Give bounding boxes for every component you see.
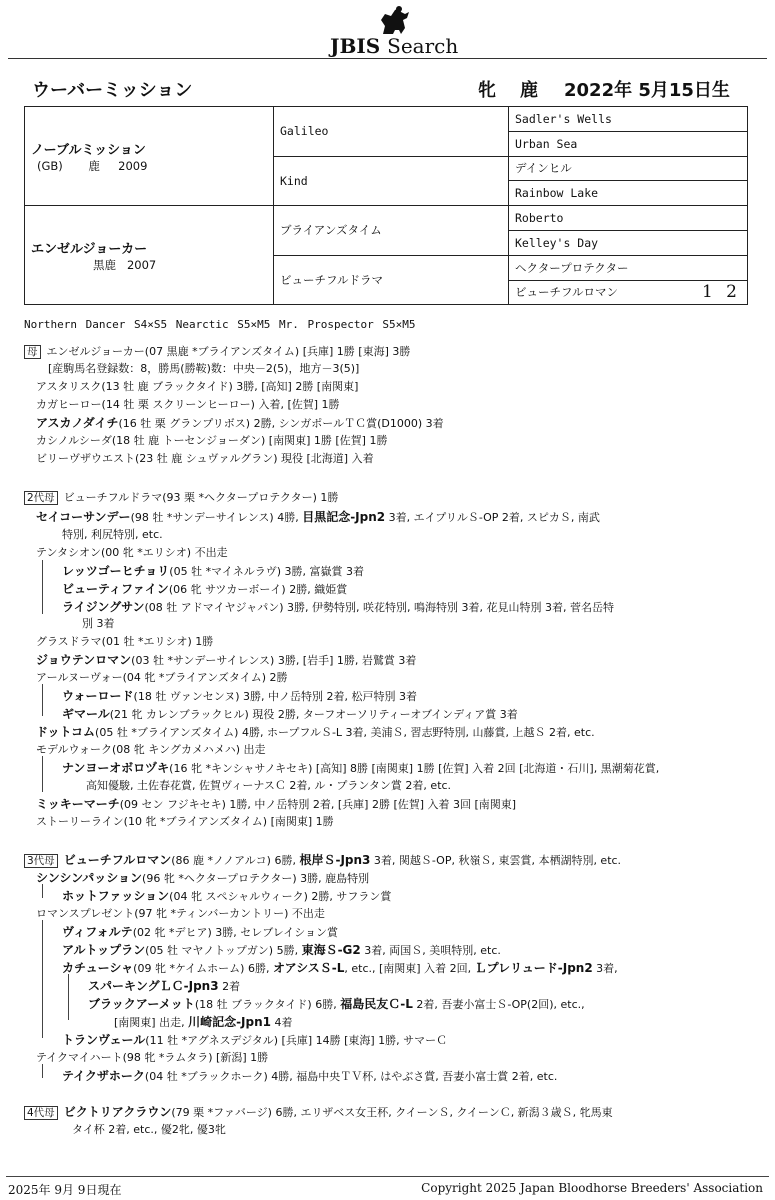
tree-line bbox=[42, 1064, 43, 1078]
progeny-line: ブラックアーメット(18 牡 ブラックタイド) 6勝, 福島民友Ｃ-L 2着, 吾妻小富士Ｓ-OP(2回), etc., bbox=[88, 997, 585, 1011]
section-tag-fourth-dam: 4代母 bbox=[24, 1106, 58, 1120]
progeny-line: シンシンパッション(96 牝 *ヘクタープロテクター) 3勝, 鹿島特別 bbox=[36, 871, 370, 885]
horse-sex: 牝 bbox=[478, 80, 496, 101]
header-rule bbox=[8, 58, 767, 59]
second-dam-line: 2代母 ビューチフルドラマ(93 栗 *ヘクタープロテクター) 1勝 bbox=[24, 490, 338, 506]
progeny-line: ミッキーマーチ(09 セン フジキセキ) 1勝, 中ノ岳特別 2着, [兵庫] 2勝 [佐賀] 入着 3回 [南関東] bbox=[36, 797, 517, 811]
ped-gen2-2[interactable]: Kind bbox=[274, 156, 509, 206]
progeny-line: ビューティファイン(06 牝 サツカーボーイ) 2勝, 織姫賞 bbox=[62, 582, 348, 596]
horse-name: ウーバーミッション bbox=[32, 80, 193, 101]
progeny-line: ナンヨーオボロヅキ(16 牝 *キンシャサノキセキ) [高知] 8勝 [南関東] 1勝 [佐賀] 入着 2回 [北海道・石川], 黒潮菊花賞, bbox=[62, 761, 660, 775]
progeny-line: ギマール(21 牝 カレンブラックヒル) 現役 2勝, ターフオーソリティーオブインディア賞 3着 bbox=[62, 707, 518, 721]
progeny-line: カチューシャ(09 牝 *ケイムホーム) 6勝, オアシスＳ-L, etc., [南関東] 入着 2回, Ｌプレリュード-Jpn2 3着, bbox=[62, 961, 618, 975]
inbreeding-line: Northern Dancer S4×S5 Nearctic S5×M5 Mr. Prospector S5×M5 bbox=[24, 318, 416, 331]
sire-cell bbox=[25, 107, 274, 206]
progeny-line: アスタリスク(13 牡 鹿 ブラックタイド) 3勝, [高知] 2勝 [南関東] bbox=[36, 380, 359, 393]
ped-gen3-5[interactable]: Roberto bbox=[509, 206, 748, 231]
dam-name[interactable]: エンゼルジョーカー bbox=[31, 241, 148, 257]
progeny-line: カガヒーロー(14 牡 栗 スクリーンヒーロー) 入着, [佐賀] 1勝 bbox=[36, 398, 340, 411]
dam-line: 母 エンゼルジョーカー(07 黒鹿 *ブライアンズタイム) [兵庫] 1勝 [東海] 3勝 bbox=[24, 344, 410, 360]
ped-gen3-1[interactable]: Sadler's Wells bbox=[509, 107, 748, 132]
progeny-line: ヴィフォルテ(02 牝 *デヒア) 3勝, セレブレイション賞 bbox=[62, 925, 339, 939]
ped-gen3-4[interactable]: Rainbow Lake bbox=[509, 181, 748, 206]
tree-line bbox=[42, 684, 43, 716]
family-number: 1 2 bbox=[701, 281, 741, 302]
progeny-line-cont: 別 3着 bbox=[82, 617, 115, 630]
logo-text: JBIS Search bbox=[330, 34, 459, 58]
tree-line bbox=[42, 884, 43, 898]
ped-gen3-8[interactable]: ビューチフルロマン 1 2 bbox=[509, 280, 748, 305]
progeny-line: テンタシオン(00 牝 *エリシオ) 不出走 bbox=[36, 546, 228, 559]
progeny-line: カシノルシーダ(18 牡 鹿 トーセンジョーダン) [南関東] 1勝 [佐賀] 1勝 bbox=[36, 434, 388, 447]
progeny-line: アルトップラン(05 牡 マヤノトップガン) 5勝, 東海Ｓ-G2 3着, 両国Ｓ, 美唄特別, etc. bbox=[62, 943, 501, 957]
ped-gen2-1[interactable]: Galileo bbox=[274, 107, 509, 157]
ped-gen3-3[interactable]: デインヒル bbox=[509, 156, 748, 181]
progeny-line: ジョウテンロマン(03 牡 *サンデーサイレンス) 3勝, [岩手] 1勝, 岩鷲賞 3着 bbox=[36, 653, 417, 667]
ped-gen3-2[interactable]: Urban Sea bbox=[509, 131, 748, 156]
fourth-dam-line-cont: タイ杯 2着, etc., 優2牝, 優3牝 bbox=[72, 1123, 226, 1136]
progeny-line: ストーリーライン(10 牝 *ブライアンズタイム) [南関東] 1勝 bbox=[36, 815, 334, 828]
tree-line bbox=[42, 756, 43, 792]
progeny-line: ウォーロード(18 牡 ヴァンセンヌ) 3勝, 中ノ岳特別 2着, 松戸特別 3着 bbox=[62, 689, 418, 703]
dam-progeny-summary: [産駒馬名登録数：8，勝馬(勝鞍)数：中央－2(5)，地方－3(5)] bbox=[48, 362, 360, 375]
fourth-dam-line: 4代母 ビクトリアクラウン(79 栗 *ファバージ) 6勝, エリザベス女王杯, クイーンＳ, クイーンＣ, 新潟３歳Ｓ, 牝馬東 bbox=[24, 1104, 613, 1121]
footer-rule bbox=[6, 1176, 769, 1177]
third-dam-line: 3代母 ビューチフルロマン(86 鹿 *ノノアルコ) 6勝, 根岸Ｓ-Jpn3 3着, 関越Ｓ-OP, 秋嶺Ｓ, 東雲賞, 本栖湖特別, etc. bbox=[24, 852, 621, 869]
progeny-line-cont: 特別, 利尻特別, etc. bbox=[62, 528, 163, 541]
section-tag-third-dam: 3代母 bbox=[24, 854, 58, 868]
ped-gen2-3[interactable]: ブライアンズタイム bbox=[274, 206, 509, 256]
progeny-line: アールヌーヴォー(04 牝 *ブライアンズタイム) 2勝 bbox=[36, 671, 288, 684]
ped-gen3-7[interactable]: ヘクタープロテクター bbox=[509, 255, 748, 280]
progeny-line: ドットコム(05 牡 *ブライアンズタイム) 4勝, ホープフルＳ-L 3着, 美浦Ｓ, 習志野特別, 山藤賞, 上越Ｓ 2着, etc. bbox=[36, 725, 595, 739]
dam-info: 黒鹿 2007 bbox=[93, 257, 157, 272]
horse-birth: 2022年 5月15日生 bbox=[564, 80, 730, 101]
progeny-line-cont: スパーキングＬＣ-Jpn3 2着 bbox=[88, 979, 241, 993]
dam-cell bbox=[25, 206, 274, 305]
ped-gen3-6[interactable]: Kelley's Day bbox=[509, 230, 748, 255]
pedigree-table bbox=[24, 106, 748, 305]
progeny-line: テイクマイハート(98 牝 *ラムタラ) [新潟] 1勝 bbox=[36, 1051, 269, 1064]
progeny-line: セイコーサンデー(98 牡 *サンデーサイレンス) 4勝, 目黒記念-Jpn2 3着, エイプリルＳ-OP 2着, スピカＳ, 南武 bbox=[36, 510, 600, 524]
tree-line bbox=[42, 560, 43, 614]
progeny-line: テイクザホーク(04 牡 *ブラックホーク) 4勝, 福島中央ＴＶ杯, はやぶさ賞, 吾妻小富士賞 2着, etc. bbox=[62, 1069, 558, 1083]
progeny-line-cont: 高知優駿, 土佐春花賞, 佐賀ヴィーナスＣ 2着, ル・プランタン賞 2着, etc. bbox=[86, 779, 452, 792]
section-tag-second-dam: 2代母 bbox=[24, 491, 58, 505]
progeny-line: グラスドラマ(01 牡 *エリシオ) 1勝 bbox=[36, 635, 214, 648]
title-row bbox=[32, 76, 745, 102]
sire-name[interactable]: ノーブルミッション bbox=[31, 142, 146, 158]
progeny-line-cont: [南関東] 出走, 川崎記念-Jpn1 4着 bbox=[114, 1015, 293, 1029]
progeny-line: アスカノダイチ(16 牡 栗 グランプリボス) 2勝, シンガポールＴＣ賞(D1000) 3着 bbox=[36, 416, 444, 430]
section-tag-dam: 母 bbox=[24, 345, 41, 359]
progeny-line: ホットファッション(04 牝 スペシャルウィーク) 2勝, サフラン賞 bbox=[62, 889, 392, 903]
progeny-line: モデルウォーク(08 牝 キングカメハメハ) 出走 bbox=[36, 743, 266, 756]
progeny-line: トランヴェール(11 牡 *アグネスデジタル) [兵庫] 14勝 [東海] 1勝, サマーＣ bbox=[62, 1033, 448, 1047]
horse-color: 鹿 bbox=[520, 80, 538, 101]
ped-gen2-4[interactable]: ビューチフルドラマ bbox=[274, 255, 509, 305]
progeny-line: ビリーヴザウエスト(23 牡 鹿 シュヴァルグラン) 現役 [北海道] 入着 bbox=[36, 452, 374, 465]
tree-line bbox=[42, 920, 43, 1038]
horse-jockey-icon bbox=[375, 4, 415, 38]
tree-line bbox=[68, 974, 69, 1020]
jbis-logo[interactable] bbox=[0, 4, 775, 56]
progeny-line: ライジングサン(08 牡 アドマイヤジャパン) 3勝, 伊勢特別, 咲花特別, 鳴海特別 3着, 花見山特別 3着, 菅名岳特 bbox=[62, 600, 614, 614]
footer-date: 2025年 9月 9日現在 bbox=[8, 1183, 122, 1197]
sire-info: (GB) 鹿 2009 bbox=[37, 158, 148, 173]
progeny-line: レッツゴーヒチョリ(05 牡 *マイネルラヴ) 3勝, 富嶽賞 3着 bbox=[62, 564, 365, 578]
progeny-line: ロマンスプレゼント(97 牝 *ティンバーカントリー) 不出走 bbox=[36, 907, 325, 920]
footer-copyright: Copyright 2025 Japan Bloodhorse Breeders' Association bbox=[421, 1181, 763, 1195]
